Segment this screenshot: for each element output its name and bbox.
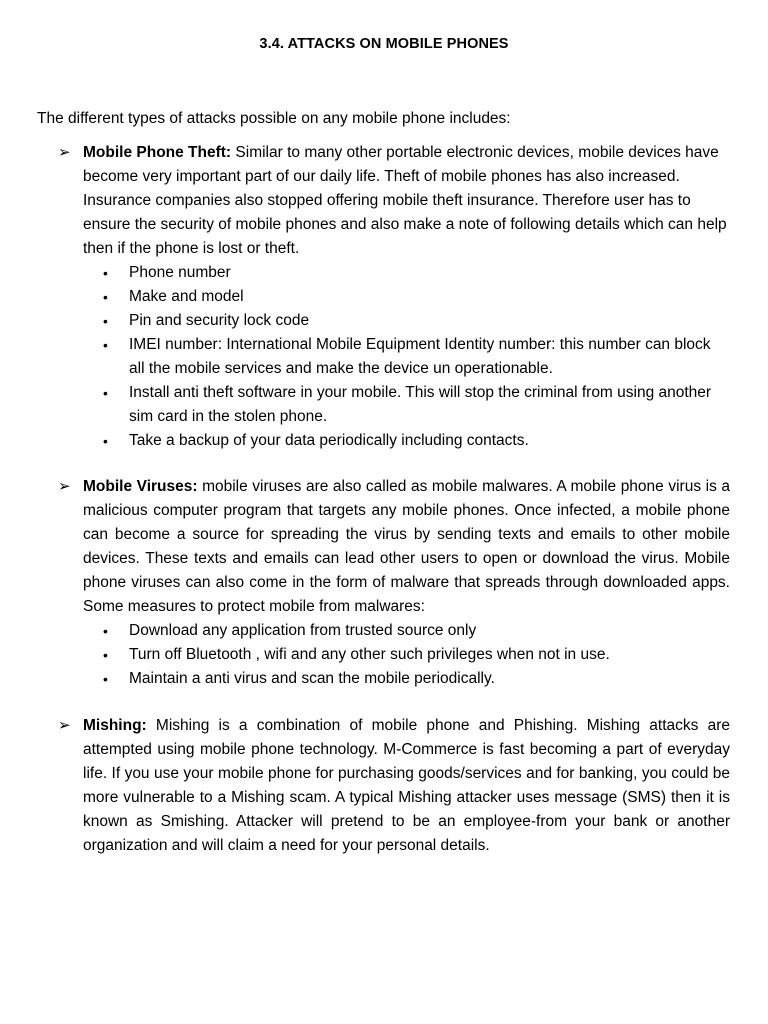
intro-paragraph: The different types of attacks possible on any mobile phone includes: [37,110,511,127]
section-text: Similar to many other portable electronic devices, mobile devices have become very important part of our daily life. Theft of mobile phones has also increased. Insurance companies also stopped offering mobile theft insurance. Therefore user has to ensure the security of mobile phones and also make a note of following details which can help then if the phone is lost or theft. [83,144,727,257]
section-mobile-viruses [58,475,730,691]
list-item [83,619,730,643]
list-item-text: Make and model [129,288,244,305]
list-item-text: Download any application from trusted source only [129,622,477,639]
list-item [83,667,730,691]
section-text: mobile viruses are also called as mobile malwares. A mobile phone virus is a malicious computer program that targets any mobile phones. Once infected, a mobile phone can become a source for spreading the virus by sending texts and emails to other mobile devices. These texts and emails can lead other users to open or download the virus. Mobile phone viruses can also come in the form of malware that spreads through downloaded apps. Some measures to protect mobile from malwares: [83,478,730,615]
bullet-dot-icon: • [103,647,108,663]
bullet-dot-icon: • [103,433,108,449]
list-item [83,285,730,309]
arrow-bullet-icon: ➢ [58,478,71,495]
page-title: 3.4. ATTACKS ON MOBILE PHONES [259,36,509,52]
arrow-bullet-icon: ➢ [58,144,71,161]
section-paragraph [83,714,730,858]
list-item [83,429,730,453]
list-item [83,333,730,381]
list-item-text: Phone number [129,264,231,281]
list-item [83,261,730,285]
section-mishing [58,714,730,858]
list-item-text: Maintain a anti virus and scan the mobile periodically. [129,670,495,687]
list-item [83,381,730,429]
section-mobile-phone-theft [58,141,730,453]
section-heading: Mobile Viruses: [83,478,198,495]
list-item-text: IMEI number: International Mobile Equipment Identity number: this number can block all the mobile services and make the device un operationable. [129,336,711,377]
section-heading: Mishing: [83,717,147,734]
bullet-list [83,261,730,453]
bullet-dot-icon: • [103,265,108,281]
bullet-dot-icon: • [103,337,108,353]
section-heading: Mobile Phone Theft: [83,144,232,161]
bullet-dot-icon: • [103,289,108,305]
section-paragraph [83,141,730,261]
bullet-dot-icon: • [103,671,108,687]
list-item-text: Turn off Bluetooth , wifi and any other such privileges when not in use. [129,646,610,663]
bullet-dot-icon: • [103,623,108,639]
section-paragraph [83,475,730,619]
arrow-bullet-icon: ➢ [58,717,71,734]
bullet-list [83,619,730,691]
list-item [83,643,730,667]
list-item-text: Install anti theft software in your mobile. This will stop the criminal from using another sim card in the stolen phone. [129,384,712,425]
section-text: Mishing is a combination of mobile phone and Phishing. Mishing attacks are attempted using mobile phone technology. M-Commerce is fast becoming a part of everyday life. If you use your mobile phone for purchasing goods/services and for banking, you could be more vulnerable to a Mishing scam. A typical Mishing attacker uses message (SMS) then it is known as Smishing. Attacker will pretend to be an employee-from your bank or another organization and will claim a need for your personal details. [83,717,730,854]
list-item [83,309,730,333]
bullet-dot-icon: • [103,385,108,401]
list-item-text: Pin and security lock code [129,312,310,329]
list-item-text: Take a backup of your data periodically including contacts. [129,432,529,449]
bullet-dot-icon: • [103,313,108,329]
